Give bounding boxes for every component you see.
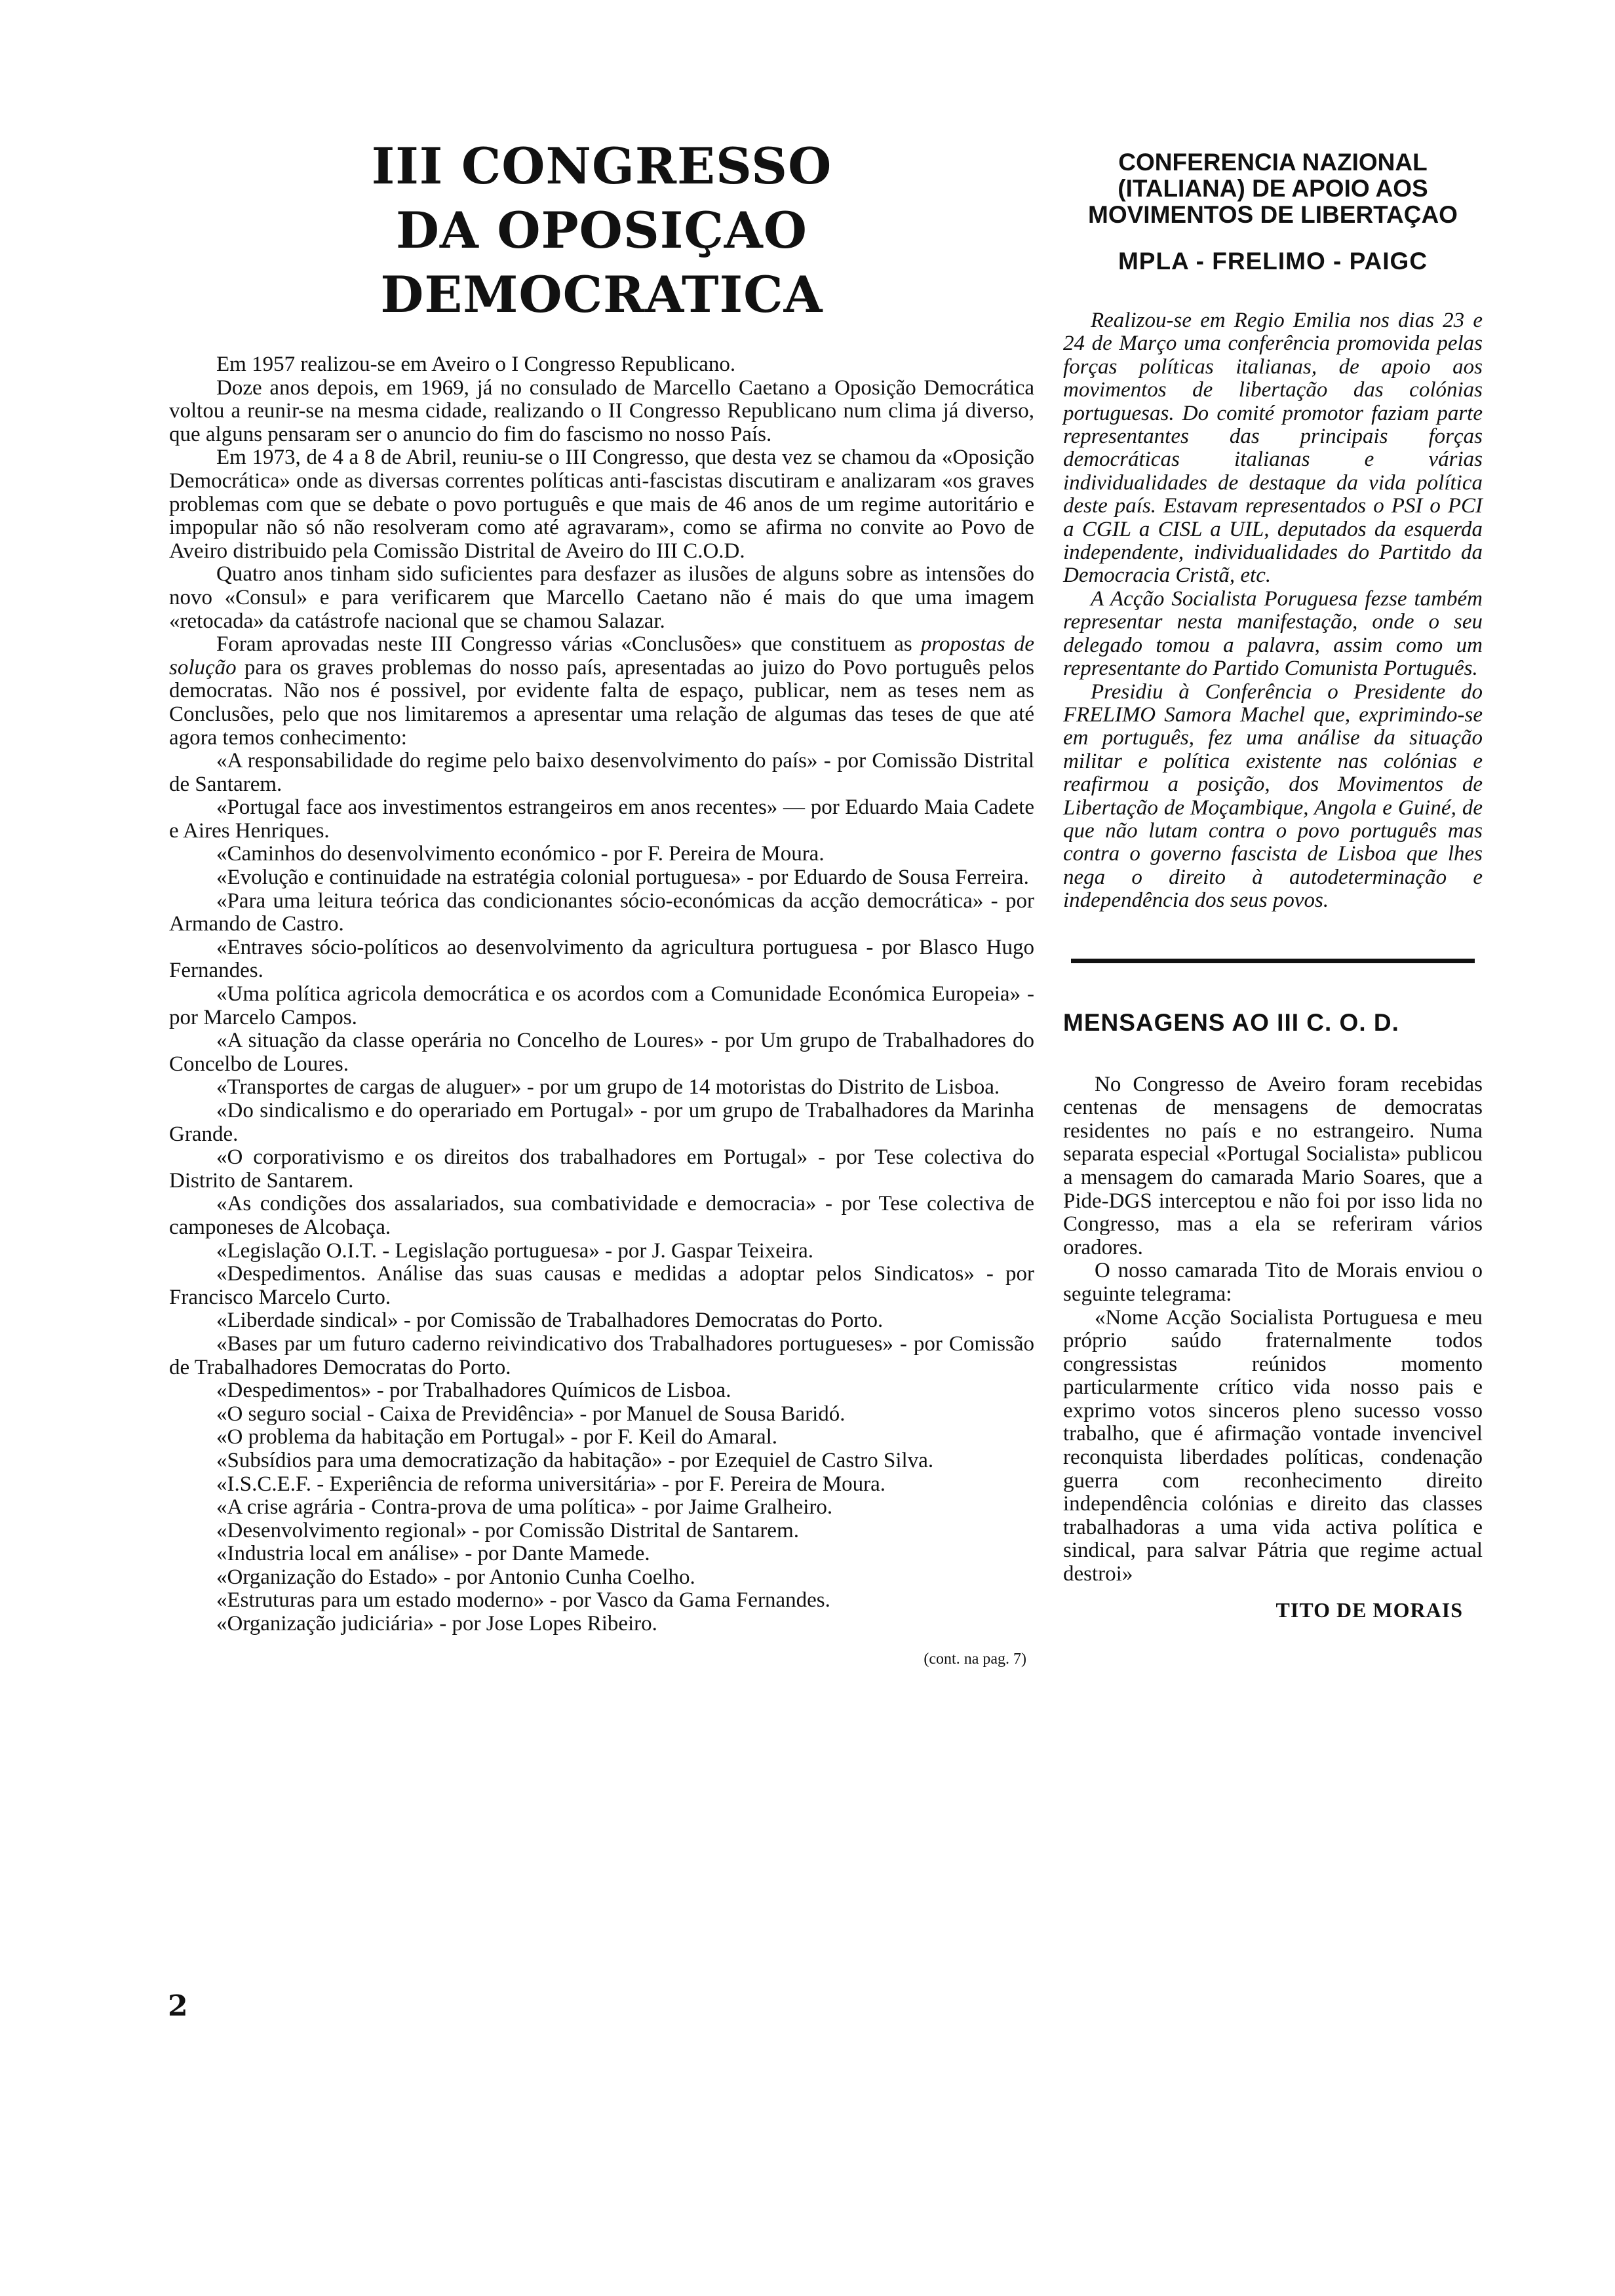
thesis-item: «O seguro social - Caixa de Previdência» - por Manuel de Sousa Baridó. xyxy=(216,1402,846,1426)
signature: TITO DE MORAIS xyxy=(1275,1598,1463,1622)
continuation-note: (cont. na pag. 7) xyxy=(924,1650,1026,1668)
thesis-item: «Do sindicalismo e do operariado em Portugal» - por um grupo de Trabalhadores da Marinha Grande. xyxy=(169,1099,1034,1146)
thesis-item: «Organização judiciária» - por Jose Lopes Ribeiro. xyxy=(216,1612,657,1636)
thesis-item: «O problema da habitação em Portugal» - por F. Keil do Amaral. xyxy=(216,1425,778,1449)
title-line-2: DA OPOSIÇAO DEMOCRATICA xyxy=(380,201,823,324)
article-paragraph: Em 1973, de 4 a 8 de Abril, reuniu-se o III Congresso, que desta vez se chamou da «Oposição Democrática» onde as diversas correntes políticas anti-fascistas discutiram e analizaram «os graves problemas com que se debate o povo português e que mais de 46 anos de um regime autoritário e impopular não só não resolveram como até agravaram», como se afirma no convite ao Povo de Aveiro distribuido pela Comissão Distrital de Aveiro do III C.O.D. xyxy=(169,446,1034,563)
section-divider xyxy=(1071,959,1475,963)
thesis-item: «Uma política agricola democrática e os acordos com a Comunidade Económica Europeia» - por Marcelo Campos. xyxy=(169,982,1034,1029)
messages-body xyxy=(1063,1073,1483,1586)
telegram-text: «Nome Acção Socialista Portuguesa e meu próprio saúdo fraternalmente todos congressistas reúnidos momento particularmente crítico vida nosso pais e exprimo votos sinceros pleno sucesso vosso trabalho, que é afirmação vontade invencivel reconquista liberdades políticas, condenação guerra com reconhecimento direito independência colónias e direito das classes trabalhadoras a uma vida activa política e sindical, para salvar Pátria que regime actual destroi» xyxy=(1063,1305,1483,1586)
title-line-1: III CONGRESSO xyxy=(371,137,832,195)
intro-italic: propostas de solução xyxy=(169,632,1034,679)
conclusions-intro xyxy=(169,633,1034,750)
thesis-item: «Caminhos do desenvolvimento económico - por F. Pereira de Moura. xyxy=(216,842,825,866)
article-paragraph: Doze anos depois, em 1969, já no consulado de Marcello Caetano a Oposição Democrática voltou a reunir-se na mesma cidade, realizando o II Congresso Republicano num clima já diverso, que alguns pensaram ser o anuncio do fim do fascismo no nosso País. xyxy=(169,375,1034,446)
page-number: 2 xyxy=(168,1989,188,2023)
conference-body xyxy=(1063,309,1483,913)
messages-paragraph: No Congresso de Aveiro foram recebidas centenas de mensagens de democratas residentes no país e no estrangeiro. Numa separata especial «Portugal Socialista» publicou a mensagem do camarada Mario Soares, que a Pide-DGS interceptou e não foi por isso lida no Congresso, mas a ela se referiram vários oradores. xyxy=(1063,1072,1483,1259)
messages-heading: MENSAGENS AO III C. O. D. xyxy=(1063,1008,1399,1036)
conference-subtitle: MPLA - FRELIMO - PAIGC xyxy=(1118,248,1428,275)
thesis-item: «Despedimentos. Análise das suas causas e medidas a adoptar pelos Sindicatos» - por Francisco Marcelo Curto. xyxy=(169,1262,1034,1309)
conference-paragraph: Realizou-se em Regio Emilia nos dias 23 e 24 de Março uma conferência promovida pelas forças políticas italianas, de apoio aos movimentos de libertação das colónias portuguesas. Do comité promotor faziam parte representantes das principais forças democráticas italianas e várias individualidades de destaque da vida política deste país. Estavam representados o PSI o PCI a CGIL a CISL a UIL, deputados da esquerda independente, individualidades do Partitdo da Democracia Cristã, etc. xyxy=(1063,309,1483,588)
article-paragraph: Em 1957 realizou-se em Aveiro o I Congresso Republicano. xyxy=(216,353,736,376)
thesis-item: «Despedimentos» - por Trabalhadores Químicos de Lisboa. xyxy=(216,1379,731,1403)
thesis-item: «Industria local em análise» - por Dante Mamede. xyxy=(216,1542,650,1566)
sidebar xyxy=(1063,149,1483,1622)
conference-paragraph: Presidiu à Conferência o Presidente do FRELIMO Samora Machel que, exprimindo-se em português, fez uma análise da situação militar e política existente nas colónias e reafirmou a posição, dos Movimentos de Libertação de Moçambique, Angola e Guiné, de que não lutam contra o povo português mas contra o governo fascista de Lisboa que lhes nega o direito à autodeterminação e independência dos seus povos. xyxy=(1063,679,1483,913)
thesis-item: «Subsídios para uma democratização da habitação» - por Ezequiel de Castro Silva. xyxy=(216,1448,934,1472)
thesis-item: «Para uma leitura teórica das condicionantes sócio-económicas da acção democrática» - por Armando de Castro. xyxy=(169,889,1034,936)
thesis-item: «Estruturas para um estado moderno» - por Vasco da Gama Fernandes. xyxy=(216,1588,830,1613)
thesis-item: «Entraves sócio-políticos ao desenvolvimento da agricultura portuguesa - por Blasco Hugo Fernandes. xyxy=(169,935,1034,983)
conference-paragraph: A Acção Socialista Poruguesa fezse também representar nesta manifestação, onde o seu delegado tomou a palavra, assim como um representante do Partido Comunista Português. xyxy=(1063,586,1483,681)
thesis-item: «O corporativismo e os direitos dos trabalhadores em Portugal» - por Tese colectiva do Distrito de Santarem. xyxy=(169,1145,1034,1193)
thesis-item: «Organização do Estado» - por Antonio Cunha Coelho. xyxy=(216,1565,695,1589)
intro-text: Foram aprovadas neste III Congresso várias «Conclusões» que constituem as xyxy=(216,632,921,657)
article-paragraph: Quatro anos tinham sido suficientes para desfazer as ilusões de alguns sobre as intensões do novo «Consul» e para verificarem que Marcello Caetano não é mais do que uma imagem «retocada» da catástrofe nacional que se chamou Salazar. xyxy=(169,562,1034,633)
thesis-item: «Liberdade sindical» - por Comissão de Trabalhadores Democratas do Porto. xyxy=(216,1309,884,1333)
thesis-item: «A responsabilidade do regime pelo baixo desenvolvimento do país» - por Comissão Distrital de Santarem. xyxy=(169,749,1034,796)
thesis-item: «Legislação O.I.T. - Legislação portuguesa» - por J. Gaspar Teixeira. xyxy=(216,1238,813,1263)
article-title xyxy=(169,134,1034,327)
thesis-item: «Portugal face aos investimentos estrangeiros em anos recentes» — por Eduardo Maia Cadete e Aires Henriques. xyxy=(169,795,1034,843)
thesis-item: «Bases par um futuro caderno reivindicativo dos Trabalhadores portugueses» - por Comissão de Trabalhadores Democratas do Porto. xyxy=(169,1331,1034,1379)
messages-paragraph: O nosso camarada Tito de Morais enviou o seguinte telegrama: xyxy=(1063,1259,1483,1306)
thesis-item: «Desenvolvimento regional» - por Comissão Distrital de Santarem. xyxy=(216,1518,799,1542)
thesis-item: «I.S.C.E.F. - Experiência de reforma universitária» - por F. Pereira de Moura. xyxy=(216,1472,886,1496)
thesis-item: «Transportes de cargas de aluguer» - por um grupo de 14 motoristas do Distrito de Lisboa. xyxy=(216,1075,1000,1100)
thesis-item: «As condições dos assalariados, sua combatividade e democracia» - por Tese colectiva de camponeses de Alcobaça. xyxy=(169,1192,1034,1239)
thesis-item: «Evolução e continuidade na estratégia colonial portuguesa» - por Eduardo de Sousa Ferreira. xyxy=(216,866,1029,890)
thesis-item: «A crise agrária - Contra-prova de uma política» - por Jaime Gralheiro. xyxy=(216,1495,833,1520)
intro-text: para os graves problemas do nosso país, apresentadas ao juizo do Povo português pelos democratas. Não nos é possivel, por evidente falta de espaço, publicar, nem as teses nem as Conclusões, pelo que nos limitaremos a apresentar uma relação de algumas das teses de que até agora temos conhecimento: xyxy=(169,655,1034,750)
main-article xyxy=(169,134,1034,1668)
article-body xyxy=(169,353,1034,1636)
conference-title: CONFERENCIA NAZIONAL (ITALIANA) DE APOIO AOS MOVIMENTOS DE LIBERTAÇAO xyxy=(1088,149,1458,228)
thesis-item: «A situação da classe operária no Concelho de Loures» - por Um grupo de Trabalhadores do Concelbo de Loures. xyxy=(169,1029,1034,1076)
